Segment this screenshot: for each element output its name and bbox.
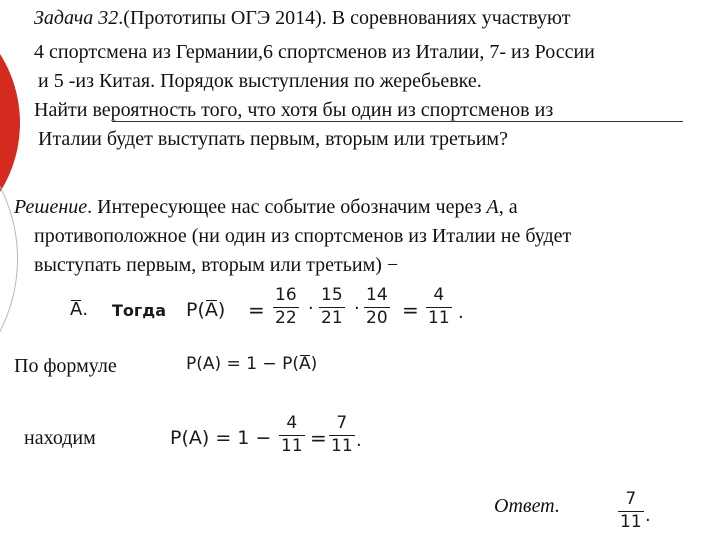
complement-dot: . [82,299,89,320]
result-label: находим [24,427,96,449]
fraction-14-20 [364,286,390,328]
complement-symbol [70,299,88,320]
complement-end-dot: . [458,302,464,323]
result-fraction-4-11 [279,414,305,456]
rule-a-bar: A [298,354,311,374]
fraction-16-22 [273,286,299,328]
fraction-denominator: 22 [275,308,297,328]
togda-word: Тогда [112,301,166,320]
rule-formula [186,354,317,374]
fraction-numerator: 14 [366,285,388,305]
result-end-dot: . [356,430,362,451]
lhs-p: P( [186,299,205,321]
fraction-4-11 [426,286,452,328]
problem-line-5: Италии будет выступать первым, вторым или третьим? [38,128,508,150]
result-fraction-7-11 [329,414,355,456]
result-formula: P(A) = 1 − [170,427,272,449]
equals-2: = [402,298,419,322]
solution-line-1 [14,195,518,219]
answer-label: Ответ. [494,495,560,517]
fraction-denominator: 11 [620,512,642,532]
fraction-denominator: 11 [331,436,353,456]
fraction-denominator: 11 [281,436,303,456]
problem-line-1 [34,6,570,30]
problem-line-3: и 5 -из Китая. Порядок выступления по жеребьевке. [38,70,482,92]
solution-line-3: выступать первым, вторым или третьим) − [34,254,399,276]
underline-rule [112,121,683,122]
solution-line-1-text: . Интересующее нас событие обозначим через [87,196,487,218]
rule-formula-left: P(A) = 1 − P( [186,354,299,374]
fraction-numerator: 4 [286,413,298,433]
dot-operator-1: · [308,298,314,319]
complement-lhs [186,299,225,321]
fraction-denominator: 20 [366,308,388,328]
equals-1: = [248,298,265,322]
lhs-close: ) [217,299,226,321]
fraction-numerator: 7 [336,413,348,433]
lhs-a-bar: A [204,299,218,321]
problem-line-1-text: .(Прототипы ОГЭ 2014). В соревнованиях участвуют [118,7,571,29]
fraction-numerator: 15 [321,285,343,305]
rule-label: По формуле [14,355,117,377]
task-label: Задача 32 [34,7,119,29]
problem-line-2: 4 спортсмена из Германии,6 спортсменов из Италии, 7- из России [34,41,595,63]
fraction-numerator: 16 [275,285,297,305]
problem-line-4: Найти вероятность того, что хотя бы один из спортсменов из [34,99,554,121]
event-symbol: A [486,196,499,218]
solution-line-1-end: , а [498,196,518,218]
fraction-numerator: 4 [433,285,445,305]
dot-operator-2: · [354,298,360,319]
answer-fraction [618,490,644,532]
answer-end-dot: . [645,505,651,526]
fraction-denominator: 21 [321,308,343,328]
solution-label: Решение [14,196,88,218]
fraction-15-21 [319,286,345,328]
fraction-numerator: 7 [625,489,637,509]
solution-line-2: противоположное (ни один из спортсменов из Италии не будет [34,225,572,247]
result-equals: = [310,426,327,450]
rule-formula-close: ) [310,354,318,374]
fraction-denominator: 11 [428,308,450,328]
complement-a: A [70,299,83,320]
